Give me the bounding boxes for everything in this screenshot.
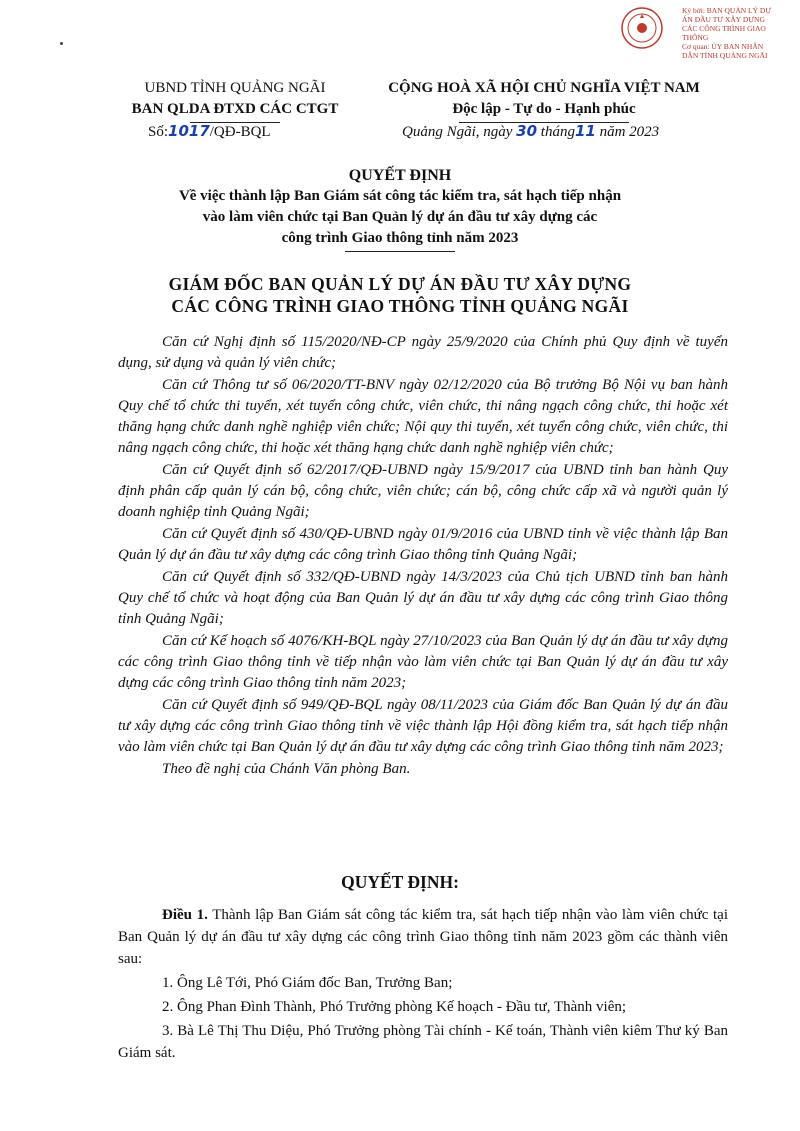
proposal-line: Theo đề nghị của Chánh Văn phòng Ban. — [162, 761, 411, 777]
number-suffix: /QĐ-BQL — [209, 124, 271, 140]
date-month-label: tháng — [540, 124, 575, 140]
stamp-line: ÁN ĐẦU TƯ XÂY DỰNG — [682, 15, 765, 24]
title-sub-line: công trình Giao thông tỉnh năm 2023 — [281, 230, 519, 246]
national-motto: Độc lập - Tự do - Hạnh phúc — [452, 101, 636, 117]
document-number — [148, 122, 271, 141]
title-underline — [345, 251, 455, 252]
legal-basis: Căn cứ Quyết định số 332/QĐ-UBND ngày 14/3/2023 của Chủ tịch UBND tỉnh ban hành Quy chế tổ chức và hoạt động của Ban Quản lý dự án đầu tư xây dựng các công trình Giao thông tỉnh Quảng Ngãi; — [118, 569, 728, 627]
stamp-line: THÔNG — [682, 33, 709, 42]
parent-agency: UBND TỈNH QUẢNG NGÃI — [144, 80, 326, 96]
scan-speck — [60, 42, 63, 45]
stamp-line: Ký bởi: BAN QUẢN LÝ DỰ — [682, 6, 772, 15]
title-main: QUYẾT ĐỊNH — [348, 167, 452, 184]
nation-title: CỘNG HOÀ XÃ HỘI CHỦ NGHĨA VIỆT NAM — [388, 80, 700, 96]
title-sub-line: Về việc thành lập Ban Giám sát công tác kiểm tra, sát hạch tiếp nhận — [178, 188, 622, 204]
title-sub-line: vào làm viên chức tại Ban Quản lý dự án đầu tư xây dựng các — [202, 209, 598, 225]
seal-icon — [620, 6, 664, 50]
stamp-line: DÂN TỈNH QUẢNG NGÃI — [682, 51, 768, 60]
legal-basis: Căn cứ Quyết định số 62/2017/QĐ-UBND ngày 15/9/2017 của UBND tỉnh ban hành Quy định phân cấp quản lý cán bộ, công chức, viên chức; cán bộ, công chức cấp xã và người quản lý doanh nghiệp tỉnh Quảng Ngãi; — [118, 462, 728, 520]
article-1-text: Thành lập Ban Giám sát công tác kiểm tra, sát hạch tiếp nhận vào làm viên chức tại Ban Quản lý dự án đầu tư xây dựng các công trình Giao thông tỉnh năm 2023 gồm các thành viên sau: — [118, 907, 728, 967]
legal-basis: Căn cứ Nghị định số 115/2020/NĐ-CP ngày 25/9/2020 của Chính phủ Quy định về tuyển dụng, sử dụng và quản lý viên chức; — [118, 334, 728, 371]
article-1-label: Điều 1. — [162, 907, 208, 923]
article-1 — [118, 904, 728, 1066]
number-handwritten: 1017 — [168, 122, 210, 140]
national-header — [364, 78, 724, 123]
member-item: 2. Ông Phan Đình Thành, Phó Trưởng phòng Kế hoạch - Đầu tư, Thành viên; — [162, 999, 627, 1015]
legal-bases — [118, 332, 728, 781]
document-title — [40, 165, 760, 252]
date-year: năm 2023 — [599, 124, 660, 140]
date-prefix: Quảng Ngãi, ngày — [402, 124, 513, 140]
date-month: 11 — [574, 122, 596, 140]
stamp-line: Cơ quan: ỦY BAN NHÂN — [682, 42, 764, 51]
date-day: 30 — [516, 122, 538, 140]
legal-basis: Căn cứ Quyết định số 949/QĐ-BQL ngày 08/11/2023 của Giám đốc Ban Quản lý dự án đầu tư xây dựng các công trình Giao thông tỉnh về việc thành lập Hội đồng kiểm tra, sát hạch tiếp nhận vào làm viên chức tại Ban Quản lý dự án đầu tư xây dựng các công trình Giao thông tỉnh năm 2023; — [118, 697, 728, 755]
stamp-line: CÁC CÔNG TRÌNH GIAO — [682, 24, 766, 33]
digital-signature-stamp — [620, 2, 795, 62]
authority-heading — [40, 273, 760, 317]
legal-basis: Căn cứ Kế hoạch số 4076/KH-BQL ngày 27/10/2023 của Ban Quản lý dự án đầu tư xây dựng các công trình Giao thông tỉnh về tiếp nhận vào làm viên chức tại Ban Quản lý dự án đầu tư xây dựng các công trình Giao thông tỉnh năm 2023; — [118, 633, 728, 691]
issuing-agency — [110, 78, 360, 123]
document-date — [402, 122, 659, 141]
authority-line: CÁC CÔNG TRÌNH GIAO THÔNG TỈNH QUẢNG NGÃI — [171, 296, 629, 316]
article-1-intro — [118, 904, 728, 970]
authority-line: GIÁM ĐỐC BAN QUẢN LÝ DỰ ÁN ĐẦU TƯ XÂY DỰNG — [168, 274, 632, 294]
legal-basis: Căn cứ Thông tư số 06/2020/TT-BNV ngày 02/12/2020 của Bộ trưởng Bộ Nội vụ ban hành Quy chế tổ chức thi tuyển, xét tuyển công chức, viên chức, thi nâng ngạch công chức, thi hoặc xét thăng hạng chức danh nghề nghiệp viên chức; Nội quy thi tuyển, xét tuyển công chức, viên chức, thi nâng ngạch công chức, thi hoặc xét thăng hạng chức danh nghề nghiệp viên chức; — [118, 377, 728, 456]
agency-name: BAN QLDA ĐTXD CÁC CTGT — [131, 101, 339, 117]
legal-basis: Căn cứ Quyết định số 430/QĐ-UBND ngày 01/9/2016 của UBND tỉnh về việc thành lập Ban Quản lý dự án đầu tư xây dựng các công trình Giao thông tỉnh Quảng Ngãi; — [118, 526, 728, 563]
number-label: Số: — [148, 124, 169, 140]
member-item: 3. Bà Lê Thị Thu Diệu, Phó Trưởng phòng Tài chính - Kế toán, Thành viên kiêm Thư ký Ban Giám sát. — [118, 1023, 728, 1061]
decision-heading: QUYẾT ĐỊNH: — [341, 872, 459, 892]
member-item: 1. Ông Lê Tới, Phó Giám đốc Ban, Trưởng Ban; — [162, 975, 453, 991]
